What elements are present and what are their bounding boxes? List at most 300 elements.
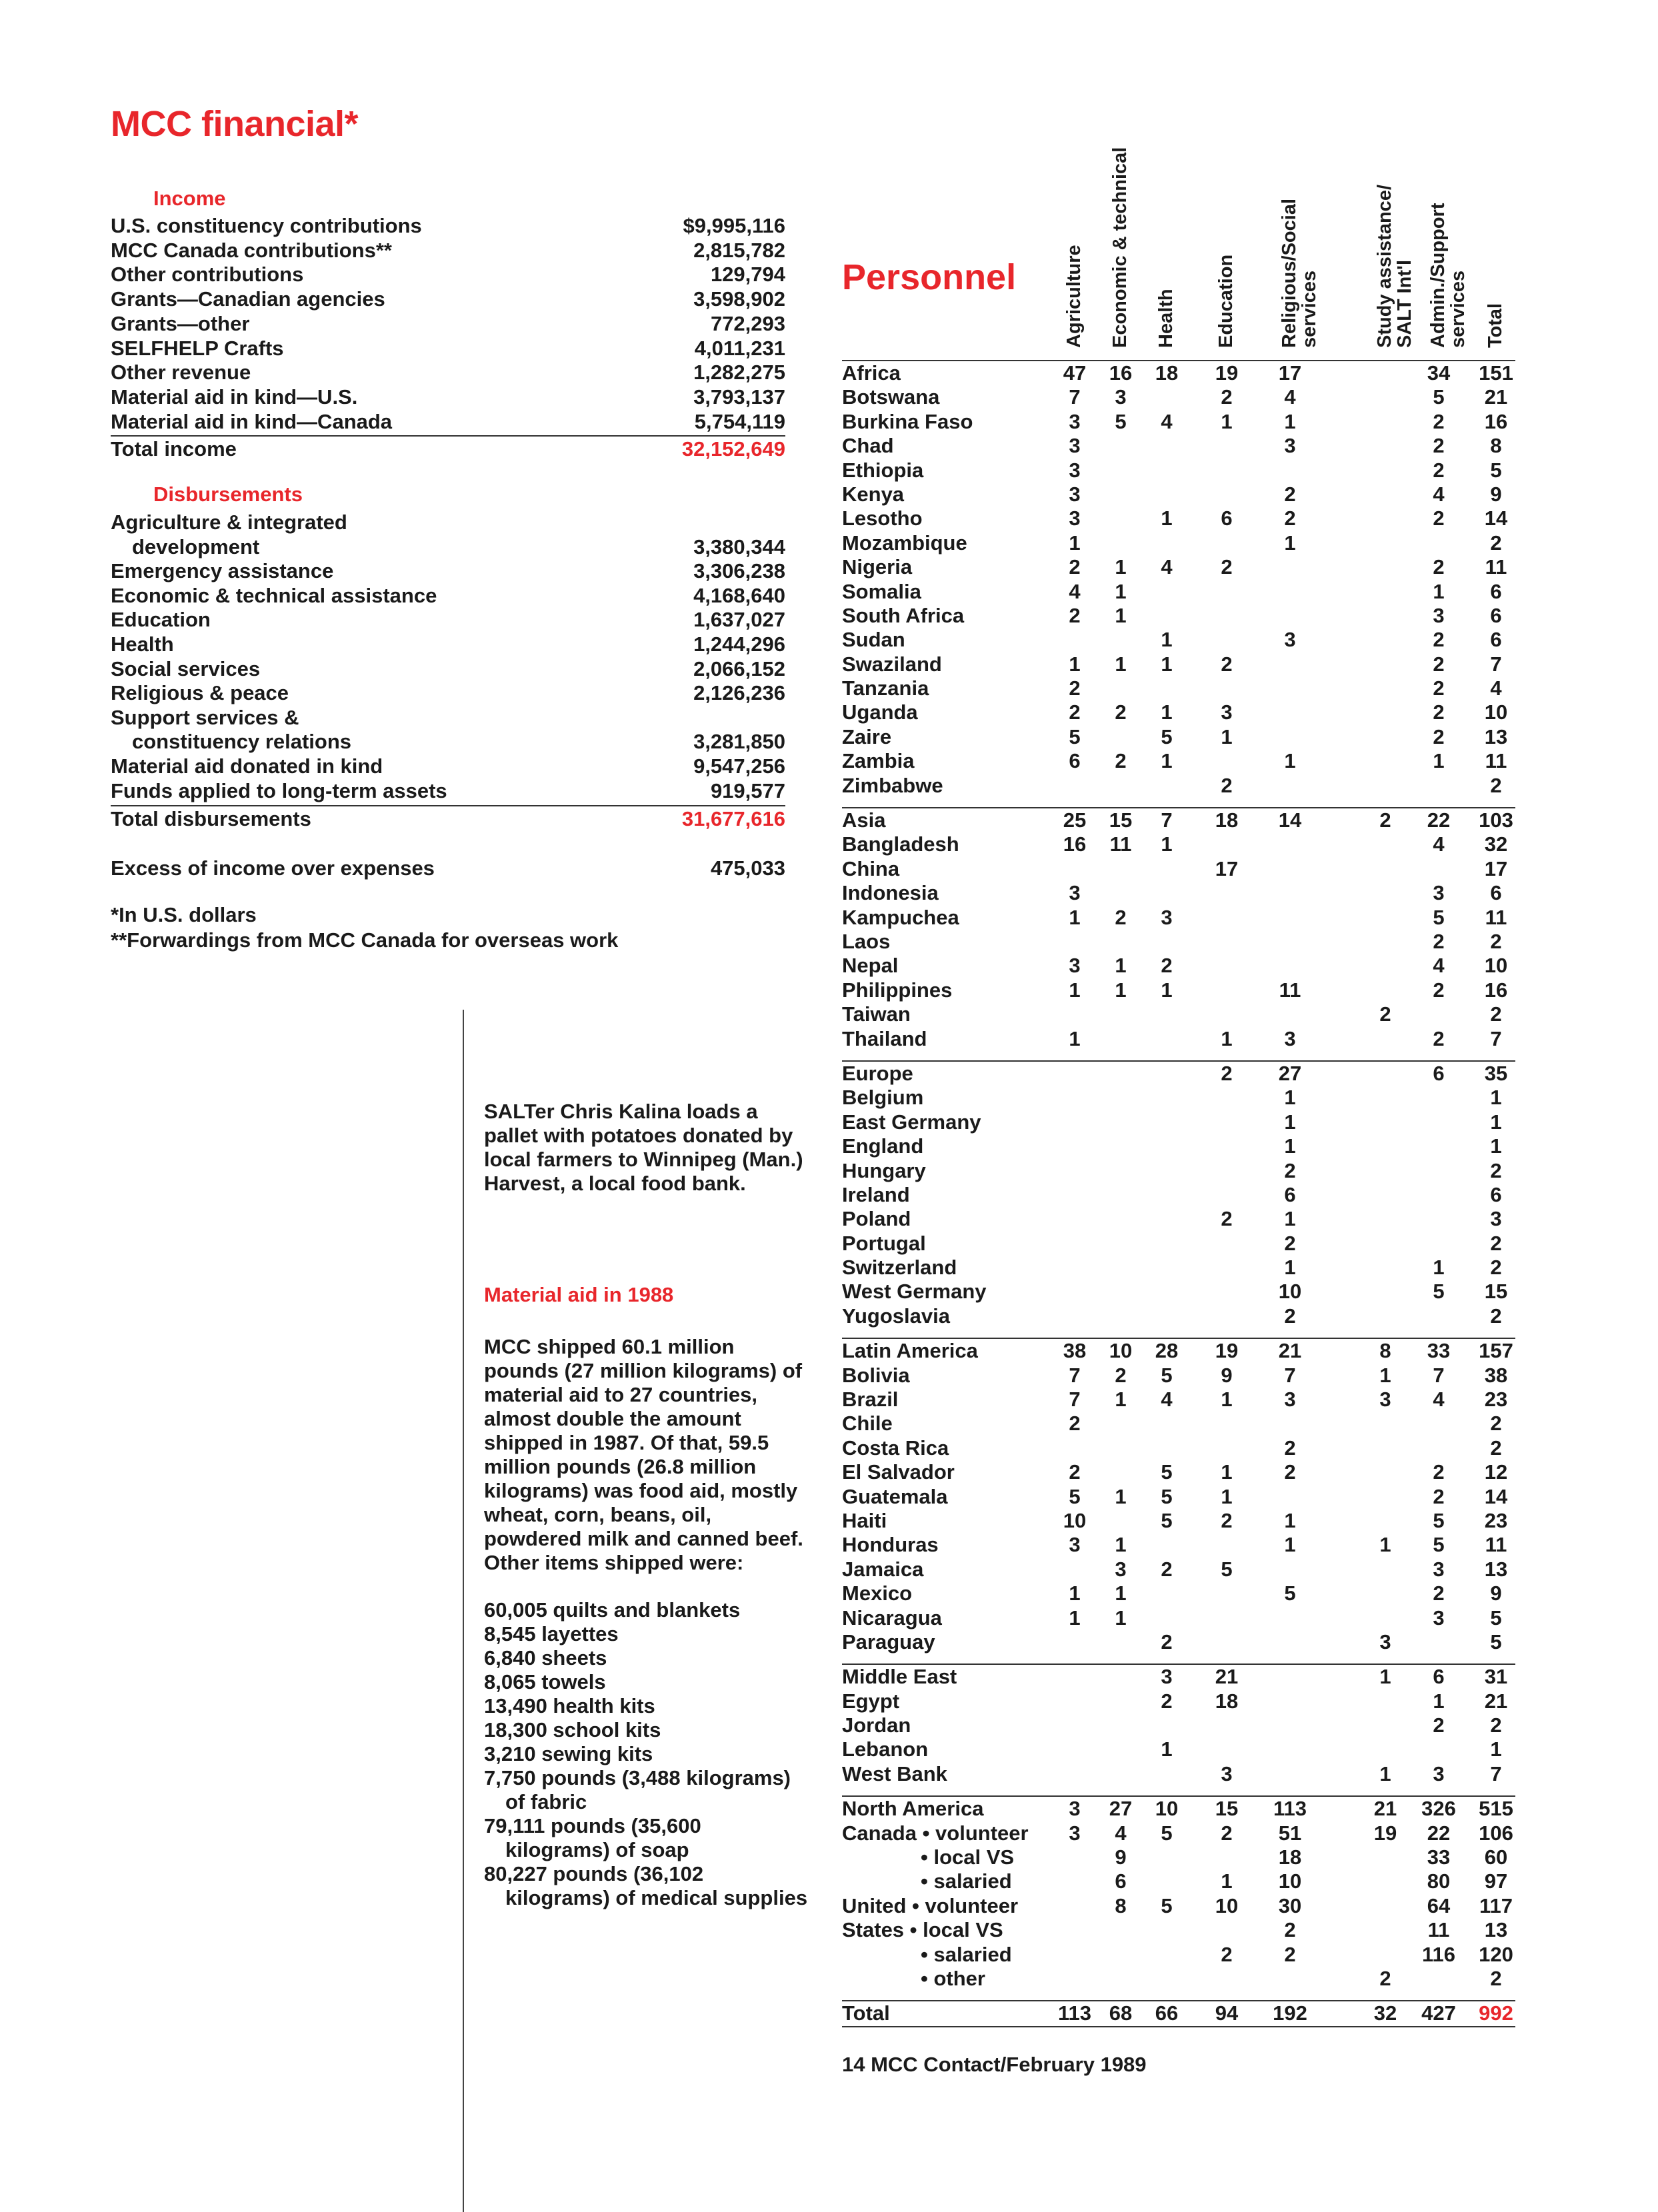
financial-label: Social services (111, 656, 261, 680)
cell-value: 8 (1490, 434, 1502, 458)
country-row (842, 725, 1515, 749)
cell-value: 7 (1161, 808, 1173, 832)
cell-value: 1 (1284, 531, 1296, 554)
row-label: • salaried (921, 1942, 1012, 1966)
cell-value: 4 (1433, 482, 1445, 506)
cell-value: 5 (1161, 1363, 1173, 1387)
cell-value: 1 (1161, 978, 1173, 1002)
country-row (842, 1737, 1515, 1761)
country-row (842, 1821, 1515, 1845)
material-aid-item: 79,111 pounds (35,600 kilograms) of soap (484, 1814, 701, 1861)
cell-value: 12 (1484, 1460, 1508, 1484)
cell-value: 2 (1490, 531, 1502, 554)
cell-value: 23 (1484, 1388, 1508, 1412)
financial-value: 3,793,137 (693, 385, 785, 409)
country-row (842, 1918, 1515, 1942)
cell-value: 2 (1069, 700, 1081, 724)
country-row (842, 628, 1515, 652)
cell-value: 2 (1433, 555, 1445, 579)
cell-value: 1 (1379, 1533, 1391, 1557)
cell-value: 106 (1479, 1821, 1513, 1845)
cell-value: 68 (1109, 2001, 1133, 2025)
cell-value: 16 (1484, 978, 1508, 1002)
cell-value: 3 (1069, 1821, 1081, 1845)
cell-value: 80 (1427, 1869, 1451, 1893)
material-aid-item: 18,300 school kits (484, 1718, 661, 1741)
cell-value: 2 (1221, 773, 1233, 797)
cell-value: 9 (1490, 482, 1502, 506)
cell-value: 15 (1484, 1280, 1508, 1304)
cell-value: 2 (1221, 1061, 1233, 1085)
cell-value: 1 (1115, 1582, 1127, 1606)
country-row (842, 385, 1515, 409)
cell-value: 2 (1490, 1304, 1502, 1328)
financial-value: 475,033 (710, 856, 785, 880)
cell-value: 7 (1069, 1363, 1081, 1387)
column-header (1485, 303, 1517, 349)
cell-value: 3 (1221, 700, 1233, 724)
row-label: Switzerland (842, 1256, 957, 1280)
cell-value: 2 (1490, 1256, 1502, 1280)
country-row (842, 1485, 1515, 1509)
cell-value: 1 (1221, 1484, 1233, 1508)
cell-value: 113 (1057, 2001, 1091, 2025)
row-label: East Germany (842, 1110, 981, 1134)
cell-value: 15 (1109, 808, 1133, 832)
material-aid-item: 8,065 towels (484, 1670, 606, 1693)
cell-value: 3 (1069, 954, 1081, 978)
cell-value: 992 (1479, 2001, 1513, 2025)
country-row (842, 531, 1515, 555)
cell-value: 5 (1161, 724, 1173, 748)
cell-value: 7 (1490, 1026, 1502, 1050)
cell-value: 10 (1063, 1508, 1087, 1532)
material-aid-item: 60,005 quilts and blankets (484, 1598, 741, 1622)
row-label: Hungary (842, 1158, 926, 1182)
region-row (842, 807, 1515, 832)
cell-value: 2 (1433, 724, 1445, 748)
cell-value: 1 (1069, 531, 1081, 554)
financial-value: 3,598,902 (693, 287, 785, 311)
row-label: Zambia (842, 749, 915, 773)
cell-value: 6 (1490, 579, 1502, 603)
financial-label: Material aid in kind—Canada (111, 409, 393, 433)
cell-value: 2 (1433, 676, 1445, 700)
cell-value: 2 (1069, 676, 1081, 700)
row-label: Lesotho (842, 507, 923, 531)
cell-value: 427 (1421, 2001, 1456, 2025)
cell-value: 5 (1490, 458, 1502, 482)
cell-value: 4 (1069, 579, 1081, 603)
cell-value: 5 (1069, 724, 1081, 748)
financial-label: Religious & peace (111, 681, 289, 705)
cell-value: 1 (1161, 700, 1173, 724)
cell-value: 5 (1490, 1606, 1502, 1630)
cell-value: 3 (1115, 1557, 1127, 1581)
cell-value: 28 (1155, 1339, 1179, 1363)
row-label: Kampuchea (842, 905, 959, 929)
row-label: Ireland (842, 1182, 910, 1206)
cell-value: 2 (1161, 1557, 1173, 1581)
cell-value: 10 (1484, 700, 1508, 724)
column-header (1063, 245, 1096, 349)
country-row (842, 1232, 1515, 1256)
country-row (842, 1509, 1515, 1533)
cell-value: 2 (1433, 628, 1445, 652)
cell-value: 1 (1490, 1737, 1502, 1761)
country-row (842, 1689, 1515, 1713)
country-row (842, 1002, 1515, 1026)
cell-value: 94 (1215, 2001, 1239, 2025)
cell-value: 2 (1221, 1942, 1233, 1966)
row-label: Jamaica (842, 1557, 924, 1581)
region-row (842, 1338, 1515, 1363)
cell-value: 3 (1433, 1557, 1445, 1581)
cell-value: 51 (1278, 1821, 1302, 1845)
row-label: Kenya (842, 482, 905, 506)
row-label: Zaire (842, 724, 892, 748)
cell-value: 1 (1069, 652, 1081, 676)
row-label: Somalia (842, 579, 921, 603)
cell-value: 1 (1069, 905, 1081, 929)
row-label: Chile (842, 1412, 893, 1436)
cell-value: 1 (1490, 1086, 1502, 1110)
financial-row (111, 778, 785, 803)
country-row (842, 930, 1515, 954)
cell-value: 11 (1485, 555, 1507, 579)
cell-value: 18 (1215, 1689, 1239, 1713)
country-row (842, 1713, 1515, 1737)
cell-value: 7 (1069, 1388, 1081, 1412)
cell-value: 6 (1490, 628, 1502, 652)
cell-value: 22 (1427, 1821, 1451, 1845)
financial-value: 2,066,152 (693, 656, 785, 680)
cell-value: 5 (1433, 1280, 1445, 1304)
cell-value: 2 (1221, 1821, 1233, 1845)
cell-value: 7 (1490, 1761, 1502, 1785)
cell-value: 30 (1278, 1893, 1302, 1917)
financial-row (111, 632, 785, 656)
table-bottom-rule (842, 2026, 1515, 2027)
material-aid-heading: Material aid in 1988 (484, 1283, 674, 1306)
cell-value: 2 (1115, 905, 1127, 929)
cell-value: 1 (1221, 1026, 1233, 1050)
material-aid-items (484, 1598, 811, 1910)
financial-row (111, 729, 785, 754)
cell-value: 1 (1161, 832, 1173, 856)
cell-value: 7 (1284, 1363, 1296, 1387)
country-row (842, 459, 1515, 483)
cell-value: 5 (1221, 1557, 1233, 1581)
financial-row (111, 437, 785, 461)
financial-row (111, 409, 785, 434)
row-label: North America (842, 1797, 984, 1821)
country-row (842, 410, 1515, 434)
cell-value: 10 (1215, 1893, 1239, 1917)
cell-value: 64 (1427, 1893, 1451, 1917)
cell-value: 2 (1433, 1026, 1445, 1050)
country-row (842, 1762, 1515, 1786)
cell-value: 3 (1069, 482, 1081, 506)
cell-value: 13 (1484, 1918, 1508, 1942)
country-row (842, 1845, 1515, 1869)
cell-value: 10 (1278, 1869, 1302, 1893)
row-label: Zimbabwe (842, 773, 943, 797)
cell-value: 1 (1379, 1665, 1391, 1689)
row-label: Latin America (842, 1339, 978, 1363)
country-row (842, 1134, 1515, 1158)
financial-row (111, 656, 785, 681)
financial-value: 9,547,256 (693, 754, 785, 778)
cell-value: 2 (1433, 1484, 1445, 1508)
row-label: Uganda (842, 700, 918, 724)
row-label: Mexico (842, 1582, 913, 1606)
cell-value: 4 (1433, 832, 1445, 856)
cell-value: 5 (1161, 1508, 1173, 1532)
cell-value: 1 (1221, 1388, 1233, 1412)
cell-value: 2 (1221, 555, 1233, 579)
financial-label: Support services & (111, 705, 299, 729)
cell-value: 2 (1284, 1158, 1296, 1182)
financial-label: Emergency assistance (111, 559, 334, 583)
financial-label: MCC Canada contributions** (111, 238, 392, 262)
cell-value: 4 (1115, 1821, 1127, 1845)
cell-value: 66 (1155, 2001, 1179, 2025)
row-label: Laos (842, 929, 891, 953)
cell-value: 2 (1284, 1304, 1296, 1328)
material-aid-item: 80,227 pounds (36,102 kilograms) of medical supplies (484, 1862, 808, 1909)
cell-value: 2 (1490, 1713, 1502, 1737)
cell-value: 3 (1490, 1207, 1502, 1231)
cell-value: 3 (1069, 1533, 1081, 1557)
region-row (842, 1060, 1515, 1086)
cell-value: 18 (1278, 1845, 1302, 1869)
cell-value: 2 (1284, 482, 1296, 506)
cell-value: 27 (1109, 1797, 1133, 1821)
material-aid-item: 3,210 sewing kits (484, 1742, 653, 1765)
cell-value: 1 (1221, 409, 1233, 433)
row-label: • local VS (921, 1845, 1015, 1869)
cell-value: 2 (1161, 954, 1173, 978)
cell-value: 2 (1115, 1363, 1127, 1387)
cell-value: 1 (1284, 1134, 1296, 1158)
cell-value: 2 (1069, 603, 1081, 627)
financial-row (111, 287, 785, 311)
row-label: Mozambique (842, 531, 967, 554)
row-label: Nepal (842, 954, 899, 978)
cell-value: 2 (1115, 700, 1127, 724)
cell-value: 33 (1427, 1339, 1451, 1363)
cell-value: 5 (1069, 1484, 1081, 1508)
country-row (842, 1412, 1515, 1436)
column-header-label: Economic & technical (1109, 147, 1131, 348)
financial-value: 2,126,236 (693, 681, 785, 705)
personnel-table (842, 360, 1515, 2027)
cell-value: 2 (1379, 808, 1391, 832)
cell-value: 2 (1490, 1967, 1502, 1990)
cell-value: 3 (1284, 1026, 1296, 1050)
cell-value: 1 (1161, 652, 1173, 676)
cell-value: 6 (1490, 603, 1502, 627)
financial-row (111, 535, 785, 559)
cell-value: 6 (1490, 1182, 1502, 1206)
row-label: Brazil (842, 1388, 899, 1412)
cell-value: 19 (1215, 361, 1239, 385)
income-heading: Income (153, 187, 226, 210)
cell-value: 9 (1115, 1845, 1127, 1869)
financial-value: $9,995,116 (683, 214, 785, 237)
cell-value: 14 (1278, 808, 1302, 832)
cell-value: 3 (1069, 507, 1081, 531)
column-header-label: Education (1215, 254, 1237, 348)
cell-value: 3 (1379, 1630, 1391, 1654)
cell-value: 4 (1490, 676, 1502, 700)
row-label: Costa Rica (842, 1436, 949, 1460)
row-label: Honduras (842, 1533, 939, 1557)
country-row (842, 1943, 1515, 1967)
cell-value: 2 (1284, 1436, 1296, 1460)
cell-value: 5 (1433, 385, 1445, 409)
financial-label: Health (111, 632, 174, 656)
cell-value: 11 (1279, 978, 1301, 1002)
cell-value: 1 (1490, 1134, 1502, 1158)
cell-value: 2 (1284, 1460, 1296, 1484)
country-row (842, 1606, 1515, 1630)
cell-value: 1 (1115, 954, 1127, 978)
cell-value: 17 (1484, 856, 1508, 880)
cell-value: 1 (1433, 749, 1445, 773)
personnel-title: Personnel (842, 257, 1017, 297)
material-aid-item: 7,750 pounds (3,488 kilograms) of fabric (484, 1766, 791, 1813)
country-row (842, 676, 1515, 700)
cell-value: 21 (1484, 1689, 1508, 1713)
financial-row (111, 754, 785, 778)
financial-value: 32,152,649 (681, 437, 785, 461)
financial-label: SELFHELP Crafts (111, 336, 284, 360)
cell-value: 2 (1161, 1689, 1173, 1713)
cell-value: 17 (1215, 856, 1239, 880)
cell-value: 6 (1221, 507, 1233, 531)
cell-value: 1 (1115, 652, 1127, 676)
country-row (842, 1280, 1515, 1304)
row-label: Africa (842, 361, 901, 385)
cell-value: 3 (1433, 1606, 1445, 1630)
row-label: Europe (842, 1061, 913, 1085)
cell-value: 11 (1427, 1918, 1450, 1942)
row-label: Lebanon (842, 1737, 929, 1761)
cell-value: 1 (1433, 579, 1445, 603)
cell-value: 103 (1479, 808, 1513, 832)
country-row (842, 1967, 1515, 1991)
financial-value: 5,754,119 (694, 409, 785, 433)
column-header-label: Agriculture (1063, 245, 1085, 348)
financial-label: Other contributions (111, 263, 304, 287)
row-label: Yugoslavia (842, 1304, 950, 1328)
cell-value: 2 (1490, 1436, 1502, 1460)
row-label: England (842, 1134, 924, 1158)
column-header (1109, 147, 1142, 349)
cell-value: 10 (1278, 1280, 1302, 1304)
financial-label: Agriculture & integrated (111, 511, 347, 534)
cell-value: 31 (1484, 1665, 1508, 1689)
cell-value: 192 (1273, 2001, 1307, 2025)
cell-value: 3 (1115, 385, 1127, 409)
financial-value: 2,815,782 (693, 238, 785, 262)
cell-value: 47 (1063, 361, 1087, 385)
cell-value: 5 (1284, 1582, 1296, 1606)
row-label: Poland (842, 1207, 911, 1231)
cell-value: 1 (1284, 1508, 1296, 1532)
row-label: Ethiopia (842, 458, 924, 482)
cell-value: 6 (1490, 881, 1502, 905)
cell-value: 23 (1484, 1508, 1508, 1532)
cell-value: 1 (1379, 1363, 1391, 1387)
cell-value: 2 (1433, 1460, 1445, 1484)
cell-value: 1 (1433, 1689, 1445, 1713)
cell-value: 1 (1115, 1484, 1127, 1508)
financial-label: Grants—Canadian agencies (111, 287, 385, 311)
financial-value: 3,281,850 (693, 730, 785, 754)
column-header (1155, 289, 1188, 349)
country-row (842, 580, 1515, 604)
financial-value: 4,011,231 (694, 336, 785, 360)
cell-value: 151 (1479, 361, 1513, 385)
row-label: Nicaragua (842, 1606, 942, 1630)
country-row (842, 1256, 1515, 1280)
cell-value: 15 (1215, 1797, 1239, 1821)
cell-value: 16 (1484, 409, 1508, 433)
cell-value: 2 (1490, 929, 1502, 953)
row-label: Belgium (842, 1086, 924, 1110)
row-label: Total (842, 2001, 890, 2025)
cell-value: 1 (1284, 1533, 1296, 1557)
cell-value: 10 (1155, 1797, 1179, 1821)
cell-value: 1 (1115, 603, 1127, 627)
cell-value: 2 (1284, 1918, 1296, 1942)
row-label: Chad (842, 434, 894, 458)
photo-caption: SALTer Chris Kalina loads a pallet with potatoes donated by local farmers to Winnipeg (Man.) Harvest, a local food bank. (484, 1100, 803, 1195)
financial-value: 1,282,275 (693, 361, 785, 385)
cell-value: 3 (1284, 434, 1296, 458)
cell-value: 3 (1161, 905, 1173, 929)
cell-value: 2 (1069, 1460, 1081, 1484)
column-header (1279, 199, 1320, 349)
region-row (842, 360, 1515, 385)
financial-row (111, 262, 785, 287)
cell-value: 11 (1485, 749, 1507, 773)
row-label: West Bank (842, 1761, 947, 1785)
cell-value: 16 (1109, 361, 1133, 385)
cell-value: 2 (1284, 1231, 1296, 1255)
cell-value: 38 (1063, 1339, 1087, 1363)
cell-value: 14 (1484, 507, 1508, 531)
cell-value: 515 (1479, 1797, 1513, 1821)
cell-value: 3 (1284, 1388, 1296, 1412)
cell-value: 6 (1284, 1182, 1296, 1206)
financial-value: 3,306,238 (693, 559, 785, 583)
country-row (842, 434, 1515, 458)
row-label: Indonesia (842, 881, 939, 905)
financial-value: 129,794 (710, 263, 785, 287)
country-row (842, 1460, 1515, 1484)
cell-value: 21 (1215, 1665, 1239, 1689)
cell-value: 2 (1379, 1967, 1391, 1990)
cell-value: 1 (1284, 409, 1296, 433)
row-label: Bangladesh (842, 832, 959, 856)
cell-value: 2 (1433, 700, 1445, 724)
cell-value: 35 (1484, 1061, 1508, 1085)
cell-value: 7 (1069, 385, 1081, 409)
